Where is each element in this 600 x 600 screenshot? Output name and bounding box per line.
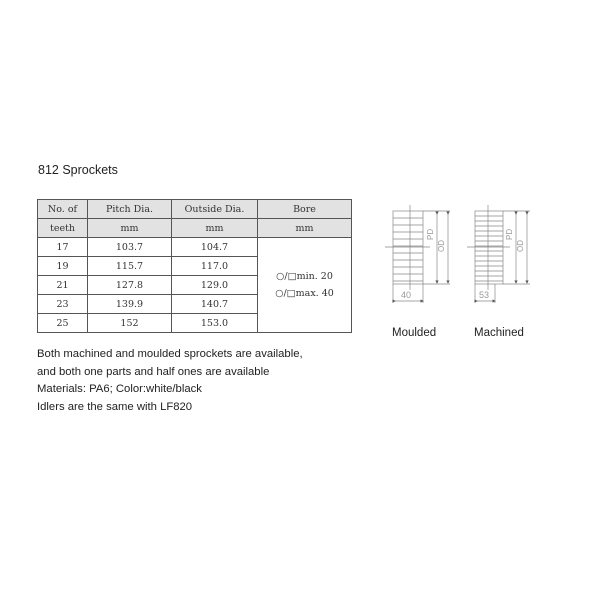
cell-teeth: 25: [38, 314, 88, 333]
unit-pitch: mm: [88, 219, 172, 238]
sprocket-drawings: [370, 200, 540, 310]
header-outside: Outside Dia.: [172, 200, 258, 219]
machined-pd: PD: [505, 228, 514, 240]
cell-teeth: 23: [38, 295, 88, 314]
moulded-label: Moulded: [392, 327, 437, 339]
table-units-row: [38, 219, 352, 238]
unit-teeth: teeth: [38, 219, 88, 238]
cell-pitch: 139.9: [88, 295, 172, 314]
table-row: [38, 238, 352, 257]
moulded-od: OD: [437, 240, 446, 252]
header-bore: Bore: [258, 200, 352, 219]
cell-pitch: 152: [88, 314, 172, 333]
bore-min: ○/□min. 20: [276, 271, 333, 282]
note-line: Idlers are the same with LF820: [37, 400, 193, 413]
cell-pitch: 103.7: [88, 238, 172, 257]
cell-outside: 117.0: [172, 257, 258, 276]
note-line: Both machined and moulded sprockets are available,: [37, 348, 303, 360]
moulded-pd: PD: [426, 228, 435, 240]
cell-pitch: 127.8: [88, 276, 172, 295]
header-teeth: No. of: [38, 200, 88, 219]
notes: [37, 346, 303, 416]
cell-outside: 153.0: [172, 314, 258, 333]
cell-teeth: 17: [38, 238, 88, 257]
cell-teeth: 19: [38, 257, 88, 276]
moulded-width: 40: [401, 290, 412, 300]
table-header-row: [38, 200, 352, 219]
unit-bore: mm: [258, 219, 352, 238]
note-line: Materials: PA6; Color:white/black: [37, 383, 202, 395]
cell-outside: 129.0: [172, 276, 258, 295]
sprocket-table: [37, 199, 352, 333]
machined-od: OD: [516, 240, 525, 252]
cell-bore: [258, 238, 352, 333]
bore-max: ○/□max. 40: [275, 288, 334, 299]
note-line: and both one parts and half ones are available: [37, 365, 270, 378]
header-pitch: Pitch Dia.: [88, 200, 172, 219]
cell-teeth: 21: [38, 276, 88, 295]
machined-width: 53: [479, 290, 490, 300]
unit-outside: mm: [172, 219, 258, 238]
cell-pitch: 115.7: [88, 257, 172, 276]
machined-label: Machined: [474, 327, 524, 339]
cell-outside: 140.7: [172, 295, 258, 314]
moulded-drawing: [385, 205, 450, 303]
cell-outside: 104.7: [172, 238, 258, 257]
machined-drawing: [467, 205, 530, 303]
page-title: 812 Sprockets: [38, 163, 118, 177]
